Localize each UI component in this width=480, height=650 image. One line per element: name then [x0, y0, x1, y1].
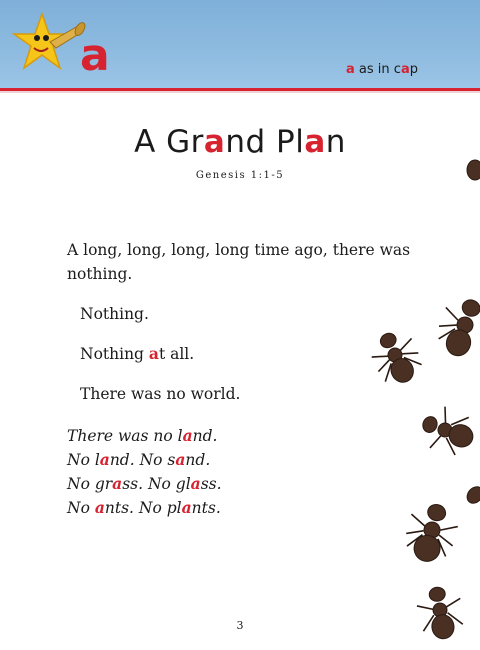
highlighted-letter: a	[203, 124, 226, 160]
highlighted-letter: a	[400, 62, 410, 77]
text-run: Nothing.	[80, 305, 149, 323]
highlighted-letter: a	[175, 450, 186, 469]
page-number: 3	[236, 619, 244, 632]
text-run: nts. No pl	[104, 499, 182, 517]
highlighted-letter: a	[99, 450, 110, 469]
story-line	[80, 300, 149, 328]
highlighted-letter: a	[94, 498, 105, 517]
text-run: No gr	[67, 475, 113, 493]
text-run: nd.	[192, 427, 218, 445]
text-run: p	[409, 62, 418, 77]
featured-letter: a	[80, 30, 110, 81]
highlighted-letter: a	[346, 62, 355, 77]
scripture-reference: Genesis 1:1-5	[195, 170, 285, 181]
highlighted-letter: a	[148, 344, 159, 363]
text-run: No l	[67, 451, 100, 469]
text-run: There was no world.	[80, 385, 241, 403]
text-run: nd Pl	[225, 124, 305, 160]
text-run: There was no l	[67, 427, 183, 445]
text-run: No	[67, 499, 95, 517]
story-line	[67, 260, 132, 288]
story-line	[80, 380, 240, 408]
text-run: A Gr	[134, 124, 204, 160]
text-run: ss. No gl	[122, 475, 191, 493]
text-run: t all.	[158, 345, 195, 363]
story-line	[80, 340, 194, 368]
header-divider-shadow	[0, 91, 480, 93]
text-run: nd. No s	[109, 451, 176, 469]
highlighted-letter: a	[190, 474, 201, 493]
highlighted-letter: a	[112, 474, 123, 493]
phonics-hint	[346, 62, 418, 77]
text-run: nothing.	[67, 265, 133, 283]
text-run: c	[393, 62, 401, 77]
text-run: nts.	[191, 499, 221, 517]
ants-illustration	[350, 150, 480, 650]
text-run: n	[325, 124, 346, 160]
story-line	[67, 494, 221, 522]
text-run: ss.	[200, 475, 222, 493]
text-run: as in	[354, 62, 394, 77]
highlighted-letter: a	[304, 124, 326, 160]
highlighted-letter: a	[182, 426, 193, 445]
highlighted-letter: a	[181, 498, 192, 517]
text-run: nd.	[185, 451, 211, 469]
text-run: A long, long, long, long time ago, there was	[67, 241, 411, 259]
text-run: Nothing	[80, 345, 149, 363]
star-trumpet-icon	[12, 8, 86, 82]
